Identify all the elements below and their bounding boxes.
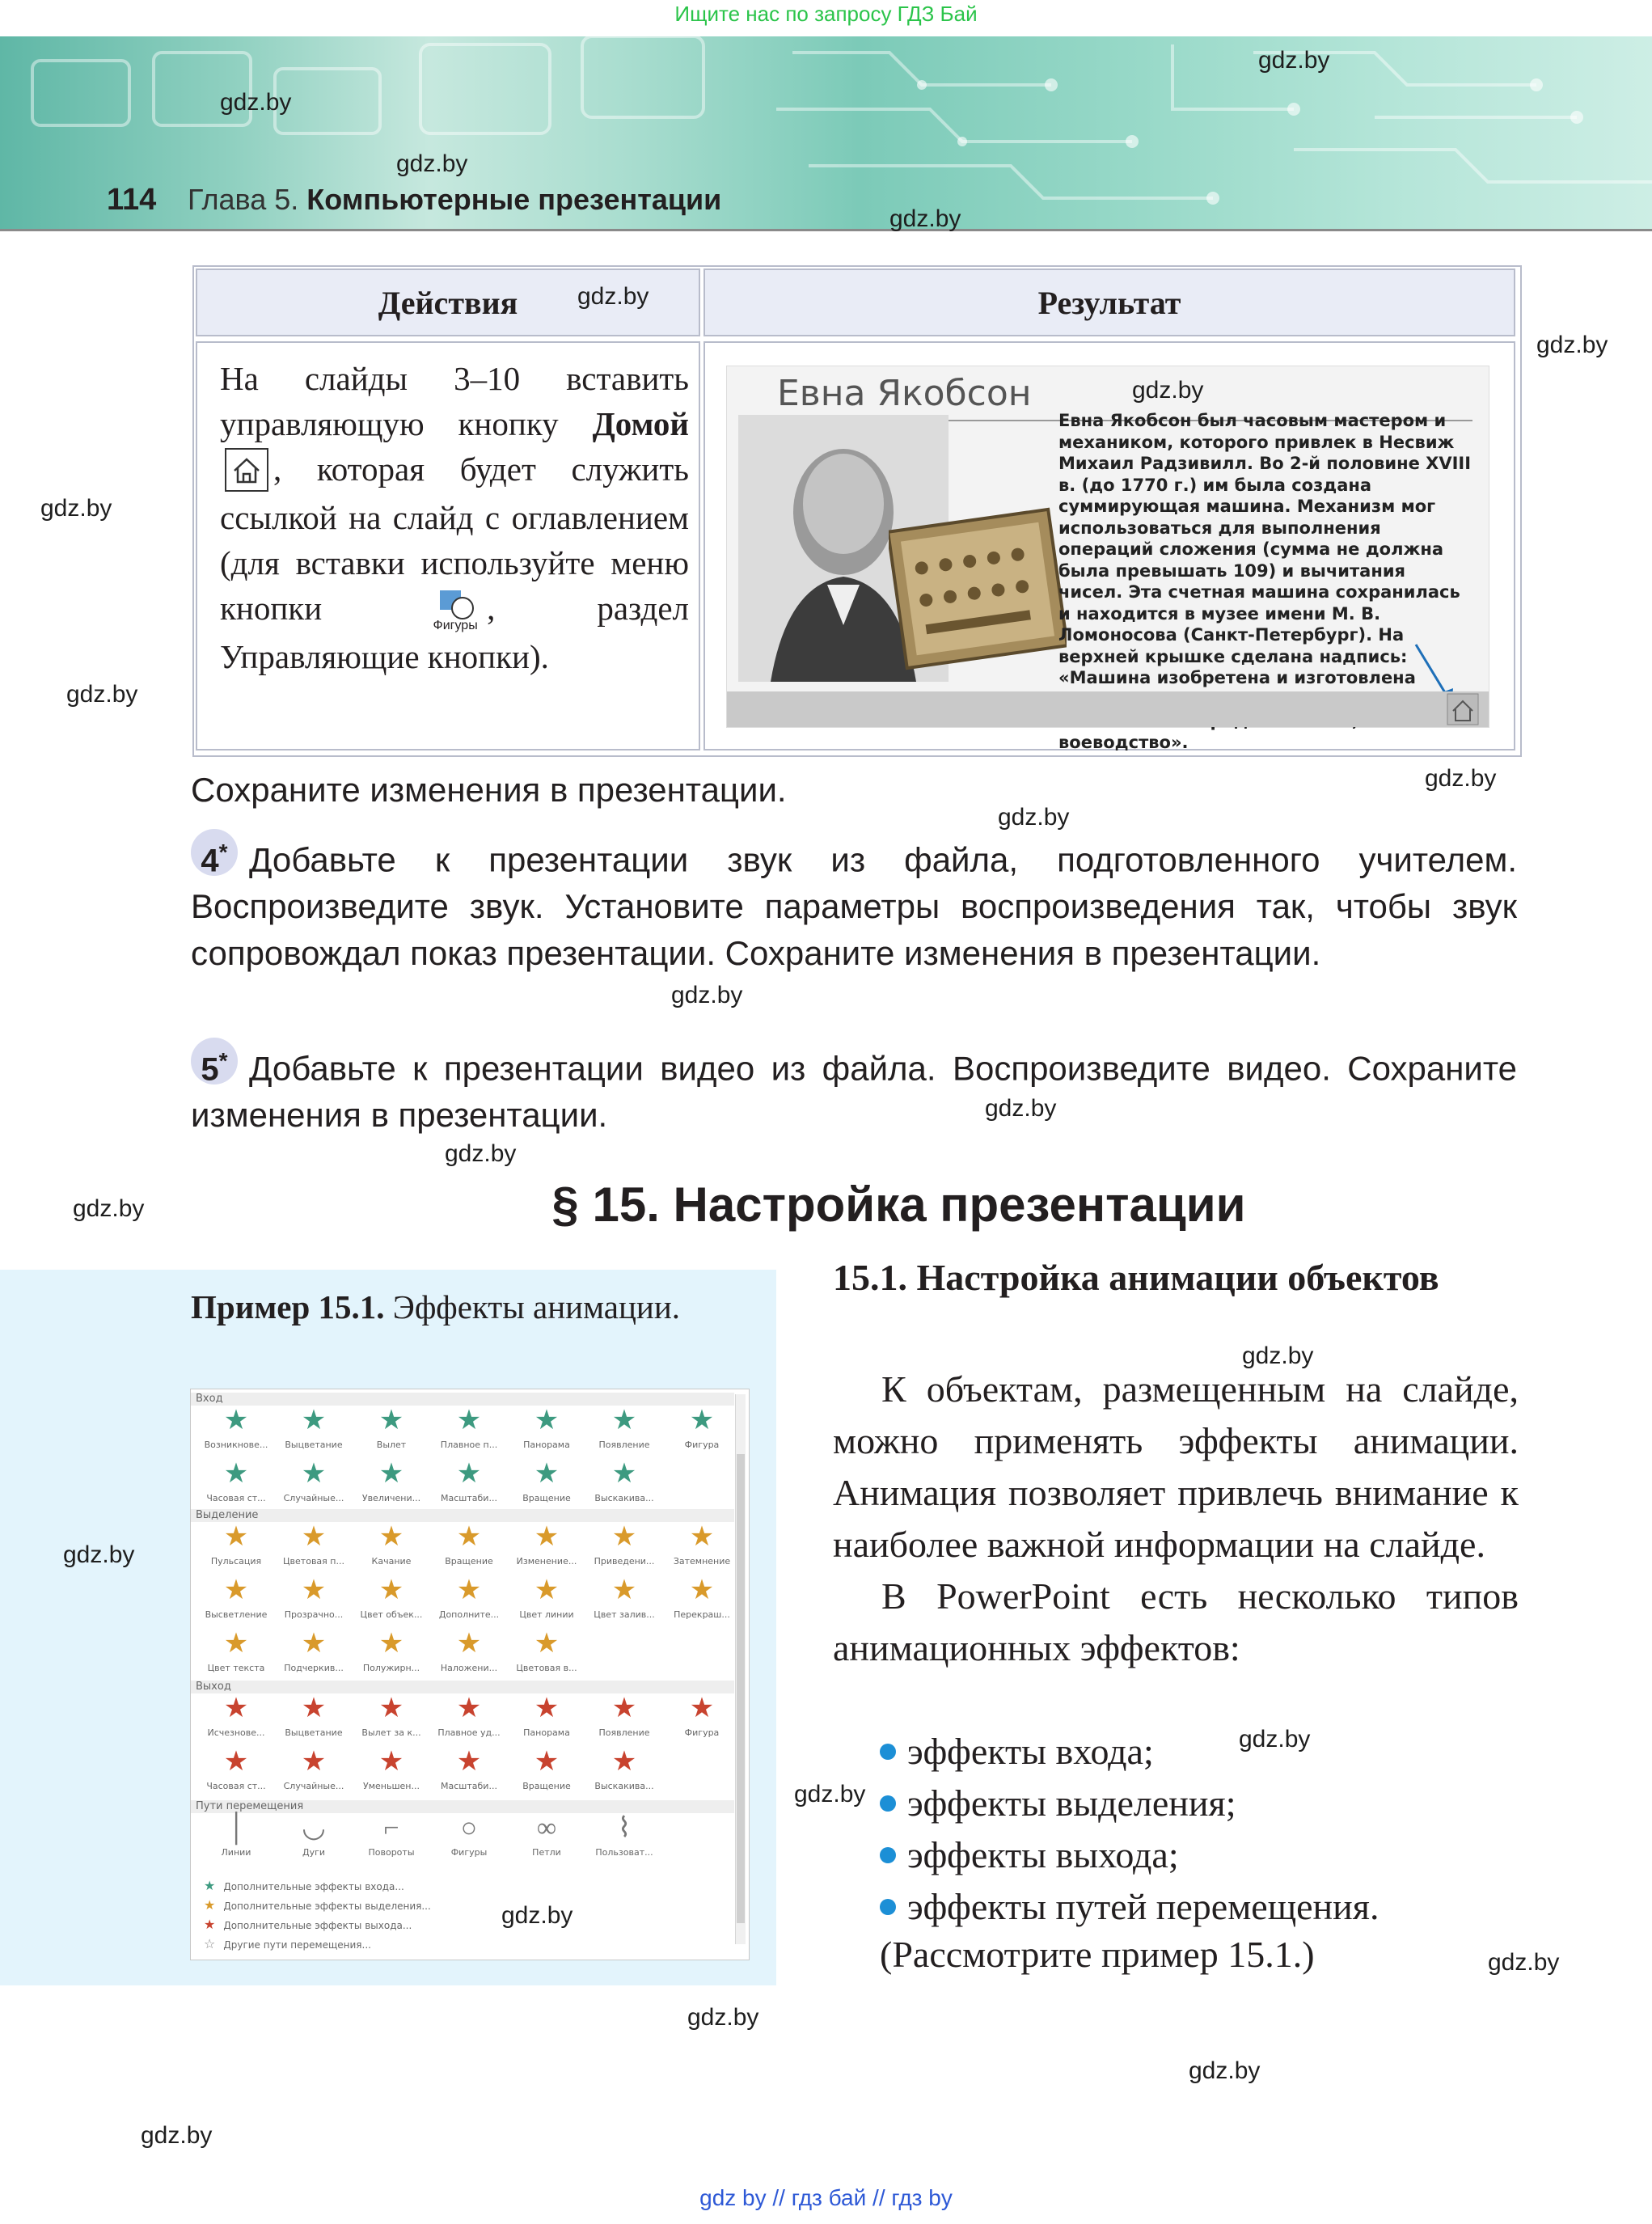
effect-label[interactable]: Перекраш... (674, 1609, 730, 1620)
effect-label[interactable]: Выскакива... (594, 1781, 654, 1791)
effect-label[interactable]: Случайные... (283, 1781, 344, 1791)
effect-star-icon[interactable]: ★ (534, 1747, 560, 1777)
effect-label[interactable]: Появление (598, 1727, 650, 1738)
watermark: gdz.by (66, 681, 138, 708)
bullet-icon (880, 1744, 896, 1760)
effect-star-icon[interactable]: ★ (611, 1459, 637, 1489)
list-item: эффекты выхода; (880, 1829, 1379, 1881)
save-changes-text: Сохраните изменения в презентации. (191, 771, 787, 809)
top-search-banner[interactable]: Ищите нас по запросу ГДЗ Бай (674, 2, 978, 26)
header-divider (0, 229, 1652, 231)
list-item: эффекты путей перемещения. (880, 1881, 1379, 1933)
effect-star-icon[interactable]: ★ (456, 1629, 482, 1659)
effect-label[interactable]: Пользоват... (595, 1847, 653, 1858)
watermark: gdz.by (396, 150, 468, 177)
watermark: gdz.by (63, 1541, 135, 1568)
effect-star-icon[interactable]: ★ (534, 1575, 560, 1605)
effect-star-icon[interactable]: ★ (611, 1406, 637, 1435)
effect-star-icon[interactable]: ★ (611, 1575, 637, 1605)
effect-star-icon[interactable]: ★ (301, 1747, 327, 1777)
watermark: gdz.by (577, 283, 649, 310)
watermark: gdz.by (220, 89, 292, 116)
effect-star-icon[interactable]: │ (226, 1813, 247, 1843)
effect-label[interactable]: Наложени... (440, 1663, 498, 1673)
effect-star-icon[interactable]: ★ (223, 1629, 249, 1659)
slide-title: Евна Якобсон (777, 373, 1032, 414)
effect-star-icon[interactable]: ★ (301, 1522, 327, 1552)
scrollbar-thumb[interactable] (737, 1454, 745, 1923)
more-emphasis-effects[interactable]: ★ Дополнительные эффекты выделения... (204, 1897, 431, 1913)
more-entrance-effects[interactable]: ★ Дополнительные эффекты входа... (204, 1878, 404, 1893)
section-title: § 15. Настройка презентации (551, 1178, 1246, 1232)
effect-star-icon[interactable]: ★ (378, 1693, 404, 1723)
table-header-result: Результат (703, 268, 1515, 336)
effect-label[interactable]: Дуги (302, 1847, 326, 1858)
effect-star-icon[interactable]: ★ (456, 1459, 482, 1489)
slide-footer-bar (727, 691, 1489, 727)
effect-star-icon[interactable]: ★ (378, 1459, 404, 1489)
group-header-entrance: Вход (191, 1393, 734, 1406)
watermark: gdz.by (73, 1195, 145, 1222)
bullet-icon (880, 1899, 896, 1915)
bullet-icon (880, 1795, 896, 1812)
effect-star-icon[interactable]: ★ (456, 1406, 482, 1435)
effect-label[interactable]: Выскакива... (594, 1493, 654, 1503)
effect-label[interactable]: Фигура (684, 1440, 720, 1450)
watermark: gdz.by (1189, 2057, 1261, 2084)
effect-label[interactable]: Вращение (522, 1781, 571, 1791)
effect-star-icon[interactable]: ★ (534, 1629, 560, 1659)
effect-label[interactable]: Цвет залив... (594, 1609, 655, 1620)
effect-types-list (880, 1726, 1379, 1933)
effect-star-icon[interactable]: ★ (223, 1522, 249, 1552)
watermark: gdz.by (889, 205, 961, 232)
watermark: gdz.by (671, 982, 743, 1008)
effect-star-icon[interactable]: ★ (378, 1406, 404, 1435)
effect-label[interactable]: Полужирн... (362, 1663, 420, 1673)
group-header-emphasis: Выделение (191, 1509, 734, 1522)
action-text: На слайды 3–10 вставить управляющую кнопку Домой, которая будет служить ссылкой на слайд с оглавлением (для вставки используйте меню кнопки Фигуры , раздел Управляющие кнопки). (220, 360, 689, 676)
bullet-icon (880, 1847, 896, 1863)
task-number-badge: 5* (191, 1038, 238, 1085)
effect-star-icon[interactable]: ★ (689, 1406, 715, 1435)
effect-star-icon[interactable]: ★ (223, 1693, 249, 1723)
effect-label[interactable]: Вылет за к... (361, 1727, 421, 1738)
task-5: 5* Добавьте к презентации видео из файла. Воспроизведите видео. Сохраните изменения в презентации. (191, 1038, 1517, 1139)
effect-label[interactable]: Дополните... (438, 1609, 500, 1620)
effect-label[interactable]: Плавное уд... (437, 1727, 501, 1738)
effect-label[interactable]: Цвет объек... (360, 1609, 423, 1620)
effect-label[interactable]: Приведени... (594, 1556, 655, 1567)
effect-star-icon[interactable]: ○ (460, 1813, 478, 1843)
effect-star-icon[interactable]: ★ (456, 1747, 482, 1777)
see-example-note: (Рассмотрите пример 15.1.) (880, 1934, 1315, 1975)
paragraph: В PowerPoint есть несколько типов анимационных эффектов: (833, 1575, 1519, 1668)
watermark: gdz.by (1258, 47, 1330, 74)
watermark: gdz.by (445, 1140, 517, 1167)
chapter-title: Глава 5. Компьютерные презентации (188, 183, 722, 216)
table-cell-actions (196, 341, 700, 750)
effect-label[interactable]: Масштаби... (441, 1493, 497, 1503)
watermark: gdz.by (985, 1095, 1057, 1122)
effect-label[interactable]: Плавное п... (440, 1440, 498, 1450)
effect-label[interactable]: Цвет линии (519, 1609, 574, 1620)
watermark: gdz.by (1536, 332, 1608, 358)
watermark: gdz.by (1239, 1726, 1311, 1753)
effect-star-icon[interactable]: ★ (689, 1693, 715, 1723)
effect-star-icon[interactable]: ★ (378, 1747, 404, 1777)
effect-star-icon[interactable]: ★ (456, 1693, 482, 1723)
effect-label[interactable]: Петли (532, 1847, 561, 1858)
effect-star-icon[interactable]: ★ (611, 1522, 637, 1552)
effect-label[interactable]: Фигура (684, 1727, 720, 1738)
watermark: gdz.by (1132, 377, 1204, 404)
task-4: 4* Добавьте к презентации звук из файла, подготовленного учителем. Воспроизведите звук. Установите параметры воспроизведения так, чтобы звук сопровождал показ презентации. Сохраните изменения в презентации. (191, 829, 1517, 977)
effect-label[interactable]: Высветление (205, 1609, 268, 1620)
effect-label[interactable]: Появление (598, 1440, 650, 1450)
effect-label[interactable]: Выцветание (285, 1727, 343, 1738)
effect-star-icon[interactable]: ★ (534, 1459, 560, 1489)
effect-label[interactable]: Возникнове... (204, 1440, 268, 1450)
effect-star-icon[interactable]: ★ (223, 1459, 249, 1489)
effect-star-icon[interactable]: ★ (378, 1522, 404, 1552)
effect-label[interactable]: Часовая ст... (206, 1781, 266, 1791)
effect-star-icon[interactable]: ∞ (536, 1813, 557, 1843)
effect-star-icon[interactable]: ★ (534, 1522, 560, 1552)
paragraph: К объектам, размещенным на слайде, можно применять эффекты анимации. Анимация позволяет привлечь внимание к наиболее важной информации на слайде. (833, 1368, 1519, 1565)
effect-star-icon[interactable]: ★ (223, 1575, 249, 1605)
page-number: 114 (107, 183, 157, 217)
effect-star-icon[interactable]: ★ (689, 1575, 715, 1605)
effect-label[interactable]: Масштаби... (441, 1781, 497, 1791)
shapes-menu-icon: Фигуры (429, 589, 482, 634)
body-paragraphs (833, 1364, 1519, 1674)
effect-label[interactable]: Затемнение (673, 1556, 731, 1567)
watermark: gdz.by (501, 1902, 573, 1929)
more-motion-paths[interactable]: ☆ Другие пути перемещения... (204, 1936, 371, 1951)
group-header-exit: Выход (191, 1681, 734, 1693)
effect-star-icon[interactable]: ★ (456, 1575, 482, 1605)
effect-label[interactable]: Качание (371, 1556, 412, 1567)
effect-label[interactable]: Вращение (522, 1493, 571, 1503)
effect-label[interactable]: Уменьшен... (363, 1781, 420, 1791)
effect-label[interactable]: Фигуры (450, 1847, 488, 1858)
effect-label[interactable]: Повороты (368, 1847, 415, 1858)
effect-label[interactable]: Пульсация (210, 1556, 262, 1567)
effect-label[interactable]: Вылет (376, 1440, 407, 1450)
watermark: gdz.by (1488, 1949, 1560, 1976)
home-button-icon (225, 448, 268, 492)
effect-label[interactable]: Цветовая в... (516, 1663, 577, 1673)
effect-star-icon[interactable]: ★ (534, 1693, 560, 1723)
effect-star-icon[interactable]: ★ (301, 1575, 327, 1605)
more-exit-effects[interactable]: ★ Дополнительные эффекты выхода... (204, 1917, 412, 1932)
list-item: эффекты выделения; (880, 1778, 1379, 1829)
table-header-actions: Действия (196, 268, 700, 336)
effect-label[interactable]: Линии (221, 1847, 251, 1858)
slide-body-text: Евна Якобсон был часовым мастером и механиком, которого привлек в Несвиж Михаил Радзивилл. Во 2-й половине XVIII в. (до 1770 г.) им была создана суммирующая машина. Механизм мог использоваться для выполнения операций сложения (сумма не должна была превышать 109) и вычитания чисел. Эта счетная машина сохранилась и находится в музее имени М. В. Ломоносова (Санкт-Петербург). На верхней крышке сделана надпись: «Машина изобретена и изготовлена воеводство». (1058, 411, 1472, 752)
effect-label[interactable]: Изменение... (516, 1556, 577, 1567)
home-button-icon[interactable] (1447, 693, 1479, 725)
effect-label[interactable]: Выцветание (285, 1440, 343, 1450)
list-item: эффекты входа; (880, 1726, 1379, 1778)
watermark: gdz.by (1242, 1342, 1314, 1369)
effect-label[interactable]: Вращение (445, 1556, 493, 1567)
group-header-paths: Пути перемещения (191, 1800, 734, 1813)
effect-star-icon[interactable]: ◡ (302, 1813, 326, 1843)
effect-star-icon[interactable]: ★ (689, 1522, 715, 1552)
effect-label[interactable]: Панорама (523, 1727, 570, 1738)
effect-star-icon[interactable]: ⌐ (383, 1813, 399, 1843)
effect-star-icon[interactable]: ⌇ (617, 1813, 632, 1843)
animation-effects-panel (190, 1389, 750, 1960)
effect-label[interactable]: Цветовая п... (283, 1556, 344, 1567)
effect-label[interactable]: Панорама (523, 1440, 570, 1450)
effect-star-icon[interactable]: ★ (223, 1406, 249, 1435)
footer-links[interactable]: gdz by // гдз бай // гдз by (699, 2185, 953, 2210)
effect-star-icon[interactable]: ★ (378, 1629, 404, 1659)
effect-star-icon[interactable]: ★ (301, 1406, 327, 1435)
watermark: gdz.by (794, 1781, 866, 1808)
effect-star-icon[interactable]: ★ (611, 1693, 637, 1723)
effect-star-icon[interactable]: ★ (611, 1747, 637, 1777)
effect-label[interactable]: Исчезнове... (207, 1727, 265, 1738)
effect-star-icon[interactable]: ★ (378, 1575, 404, 1605)
watermark: gdz.by (40, 495, 112, 522)
task-number-badge: 4* (191, 829, 238, 876)
example-title: Пример 15.1. Эффекты анимации. (191, 1288, 681, 1326)
effect-star-icon[interactable]: ★ (301, 1629, 327, 1659)
effect-star-icon[interactable]: ★ (223, 1747, 249, 1777)
effect-label[interactable]: Часовая ст... (206, 1493, 266, 1503)
effect-label[interactable]: Случайные... (283, 1493, 344, 1503)
subsection-title: 15.1. Настройка анимации объектов (833, 1257, 1439, 1298)
slide-preview (726, 366, 1489, 752)
effect-star-icon[interactable]: ★ (534, 1406, 560, 1435)
effect-label[interactable]: Подчеркив... (284, 1663, 344, 1673)
effect-star-icon[interactable]: ★ (301, 1693, 327, 1723)
watermark: gdz.by (141, 2122, 213, 2149)
watermark: gdz.by (998, 804, 1070, 831)
effect-label[interactable]: Прозрачно... (284, 1609, 344, 1620)
effect-star-icon[interactable]: ★ (301, 1459, 327, 1489)
watermark: gdz.by (687, 2004, 759, 2031)
effect-star-icon[interactable]: ★ (456, 1522, 482, 1552)
calculating-machine-image-icon (889, 504, 1067, 674)
effect-label[interactable]: Цвет текста (207, 1663, 265, 1673)
effect-label[interactable]: Увеличени... (361, 1493, 421, 1503)
watermark: gdz.by (1425, 765, 1497, 792)
